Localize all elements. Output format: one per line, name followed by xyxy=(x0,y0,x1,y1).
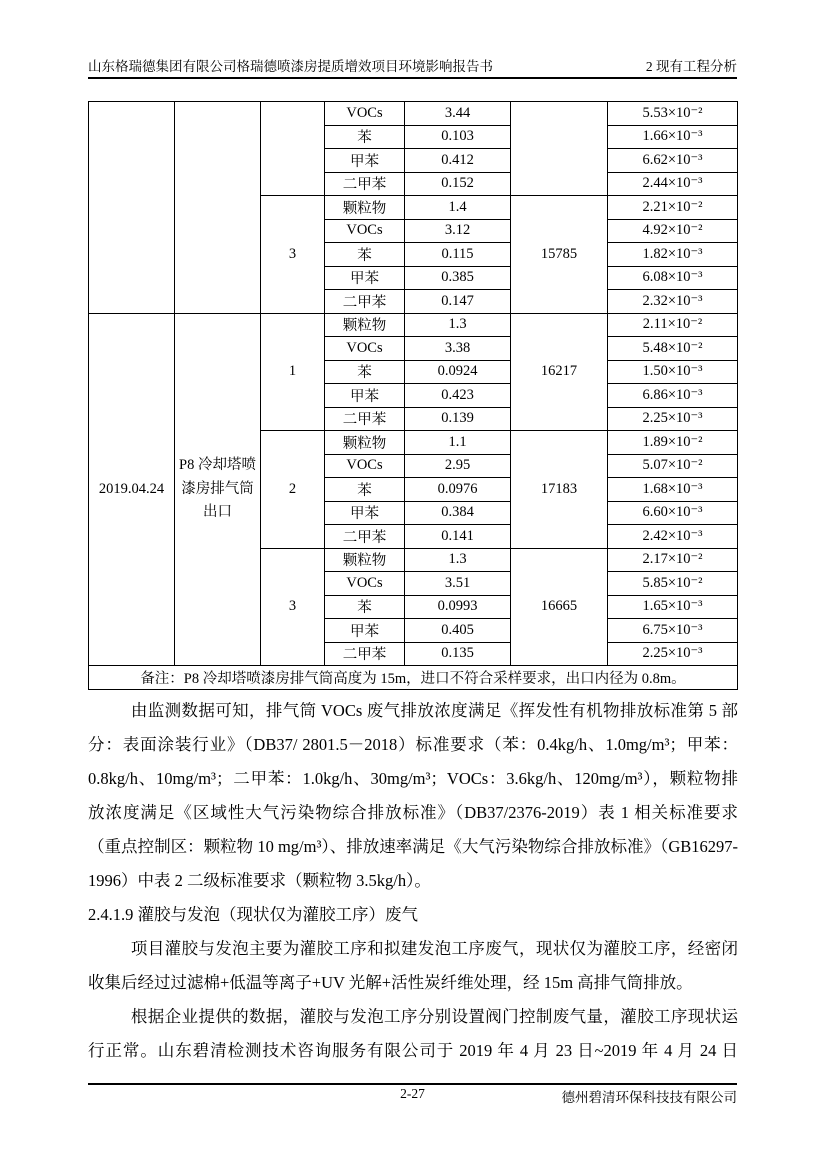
header-title: 山东格瑞德集团有限公司格瑞德喷漆房提质增效项目环境影响报告书 xyxy=(88,59,493,74)
concentration-cell: 0.152 xyxy=(405,172,511,196)
pollutant-cell: 二甲苯 xyxy=(325,172,405,196)
flow-cell: 15785 xyxy=(511,196,608,314)
body-text xyxy=(88,694,738,1068)
pollutant-cell: 颗粒物 xyxy=(325,548,405,572)
footer-rule xyxy=(88,1083,737,1085)
pollutant-cell: VOCs xyxy=(325,219,405,243)
pollutant-cell: 苯 xyxy=(325,478,405,502)
table-row xyxy=(89,313,738,337)
header-rule xyxy=(88,77,737,79)
rate-cell: 2.17×10⁻² xyxy=(608,548,738,572)
concentration-cell: 0.103 xyxy=(405,125,511,149)
concentration-cell: 1.4 xyxy=(405,196,511,220)
sample-cell: 3 xyxy=(261,196,325,314)
rate-cell: 2.25×10⁻³ xyxy=(608,642,738,666)
rate-cell: 1.82×10⁻³ xyxy=(608,243,738,267)
rate-cell: 2.42×10⁻³ xyxy=(608,525,738,549)
footer-company: 德州碧清环保科技技有限公司 xyxy=(561,1090,737,1105)
concentration-cell: 0.423 xyxy=(405,384,511,408)
date-cell: 2019.04.24 xyxy=(89,313,175,666)
concentration-cell: 0.115 xyxy=(405,243,511,267)
concentration-cell: 0.141 xyxy=(405,525,511,549)
concentration-cell: 2.95 xyxy=(405,454,511,478)
monitoring-results-table xyxy=(88,101,738,690)
flow-cell xyxy=(511,102,608,196)
pollutant-cell: 甲苯 xyxy=(325,149,405,173)
pollutant-cell: 苯 xyxy=(325,360,405,384)
pollutant-cell: 二甲苯 xyxy=(325,407,405,431)
rate-cell: 1.68×10⁻³ xyxy=(608,478,738,502)
rate-cell: 5.07×10⁻² xyxy=(608,454,738,478)
flow-cell: 16217 xyxy=(511,313,608,431)
rate-cell: 2.44×10⁻³ xyxy=(608,172,738,196)
rate-cell: 1.65×10⁻³ xyxy=(608,595,738,619)
flow-cell: 17183 xyxy=(511,431,608,549)
concentration-cell: 0.412 xyxy=(405,149,511,173)
pollutant-cell: VOCs xyxy=(325,102,405,126)
rate-cell: 2.32×10⁻³ xyxy=(608,290,738,314)
table-remark-row xyxy=(89,666,738,690)
paragraph-gluing-process: 项目灌胶与发泡主要为灌胶工序和拟建发泡工序废气，现状仅为灌胶工序，经密闭收集后经过过滤棉+低温等离子+UV 光解+活性炭纤维处理，经 15m 高排气筒排放。 xyxy=(88,939,738,992)
rate-cell: 6.86×10⁻³ xyxy=(608,384,738,408)
table-remark: 备注：P8 冷却塔喷漆房排气筒高度为 15m，进口不符合采样要求，出口内径为 0.8m。 xyxy=(89,666,738,690)
location-cell xyxy=(175,102,261,314)
pollutant-cell: 甲苯 xyxy=(325,266,405,290)
rate-cell: 5.48×10⁻² xyxy=(608,337,738,361)
pollutant-cell: 苯 xyxy=(325,243,405,267)
concentration-cell: 1.3 xyxy=(405,313,511,337)
pollutant-cell: VOCs xyxy=(325,337,405,361)
paragraph-enterprise-data: 根据企业提供的数据，灌胶与发泡工序分别设置阀门控制废气量，灌胶工序现状运行正常。山东碧清检测技术咨询服务有限公司于 2019 年 4 月 23 日~2019 年 4 月 24 日 xyxy=(88,1007,738,1060)
location-cell: P8 冷却塔喷漆房排气筒出口 xyxy=(175,313,261,666)
sample-cell: 1 xyxy=(261,313,325,431)
rate-cell: 6.75×10⁻³ xyxy=(608,619,738,643)
pollutant-cell: 苯 xyxy=(325,125,405,149)
concentration-cell: 0.139 xyxy=(405,407,511,431)
pollutant-cell: 二甲苯 xyxy=(325,525,405,549)
pollutant-cell: 苯 xyxy=(325,595,405,619)
rate-cell: 6.62×10⁻³ xyxy=(608,149,738,173)
rate-cell: 2.21×10⁻² xyxy=(608,196,738,220)
table-row xyxy=(89,102,738,126)
pollutant-cell: 二甲苯 xyxy=(325,290,405,314)
rate-cell: 6.08×10⁻³ xyxy=(608,266,738,290)
rate-cell: 6.60×10⁻³ xyxy=(608,501,738,525)
flow-cell: 16665 xyxy=(511,548,608,666)
page-number: 2-27 xyxy=(400,1086,425,1101)
rate-cell: 1.66×10⁻³ xyxy=(608,125,738,149)
pollutant-cell: 甲苯 xyxy=(325,501,405,525)
sample-cell: 3 xyxy=(261,548,325,666)
concentration-cell: 3.12 xyxy=(405,219,511,243)
pollutant-cell: 颗粒物 xyxy=(325,431,405,455)
concentration-cell: 1.3 xyxy=(405,548,511,572)
pollutant-cell: 二甲苯 xyxy=(325,642,405,666)
concentration-cell: 0.405 xyxy=(405,619,511,643)
concentration-cell: 0.0924 xyxy=(405,360,511,384)
rate-cell: 1.89×10⁻² xyxy=(608,431,738,455)
concentration-cell: 0.147 xyxy=(405,290,511,314)
concentration-cell: 0.0993 xyxy=(405,595,511,619)
sample-cell xyxy=(261,102,325,196)
section-heading-2419: 2.4.1.9 灌胶与发泡（现状仅为灌胶工序）废气 xyxy=(88,905,418,924)
concentration-cell: 0.384 xyxy=(405,501,511,525)
concentration-cell: 0.0976 xyxy=(405,478,511,502)
rate-cell: 2.25×10⁻³ xyxy=(608,407,738,431)
pollutant-cell: VOCs xyxy=(325,454,405,478)
concentration-cell: 0.385 xyxy=(405,266,511,290)
pollutant-cell: 颗粒物 xyxy=(325,313,405,337)
concentration-cell: 0.135 xyxy=(405,642,511,666)
concentration-cell: 3.44 xyxy=(405,102,511,126)
concentration-cell: 3.38 xyxy=(405,337,511,361)
pollutant-cell: 甲苯 xyxy=(325,619,405,643)
date-cell xyxy=(89,102,175,314)
paragraph-monitoring-conclusion: 由监测数据可知，排气筒 VOCs 废气排放浓度满足《挥发性有机物排放标准第 5 部分：表面涂装行业》（DB37/ 2801.5－2018）标准要求（苯：0.4kg/h、1.0mg/m³；甲苯：0.8kg/h、10mg/m³；二甲苯：1.0kg/h、30mg/m³；VOCs：3.6kg/h、120mg/m³），颗粒物排放浓度满足《区域性大气污染物综合排放标准》（DB37/2376-2019）表 1 相关标准要求（重点控制区：颗粒物 10 mg/m³）、排放速率满足《大气污染物综合排放标准》（GB16297-1996）中表 2 二级标准要求（颗粒物 3.5kg/h）。 xyxy=(88,701,738,890)
pollutant-cell: 颗粒物 xyxy=(325,196,405,220)
pollutant-cell: 甲苯 xyxy=(325,384,405,408)
rate-cell: 5.85×10⁻² xyxy=(608,572,738,596)
rate-cell: 2.11×10⁻² xyxy=(608,313,738,337)
rate-cell: 1.50×10⁻³ xyxy=(608,360,738,384)
header-section: 2 现有工程分析 xyxy=(645,59,737,74)
pollutant-cell: VOCs xyxy=(325,572,405,596)
page-header xyxy=(88,55,737,75)
sample-cell: 2 xyxy=(261,431,325,549)
concentration-cell: 1.1 xyxy=(405,431,511,455)
rate-cell: 4.92×10⁻² xyxy=(608,219,738,243)
rate-cell: 5.53×10⁻² xyxy=(608,102,738,126)
concentration-cell: 3.51 xyxy=(405,572,511,596)
